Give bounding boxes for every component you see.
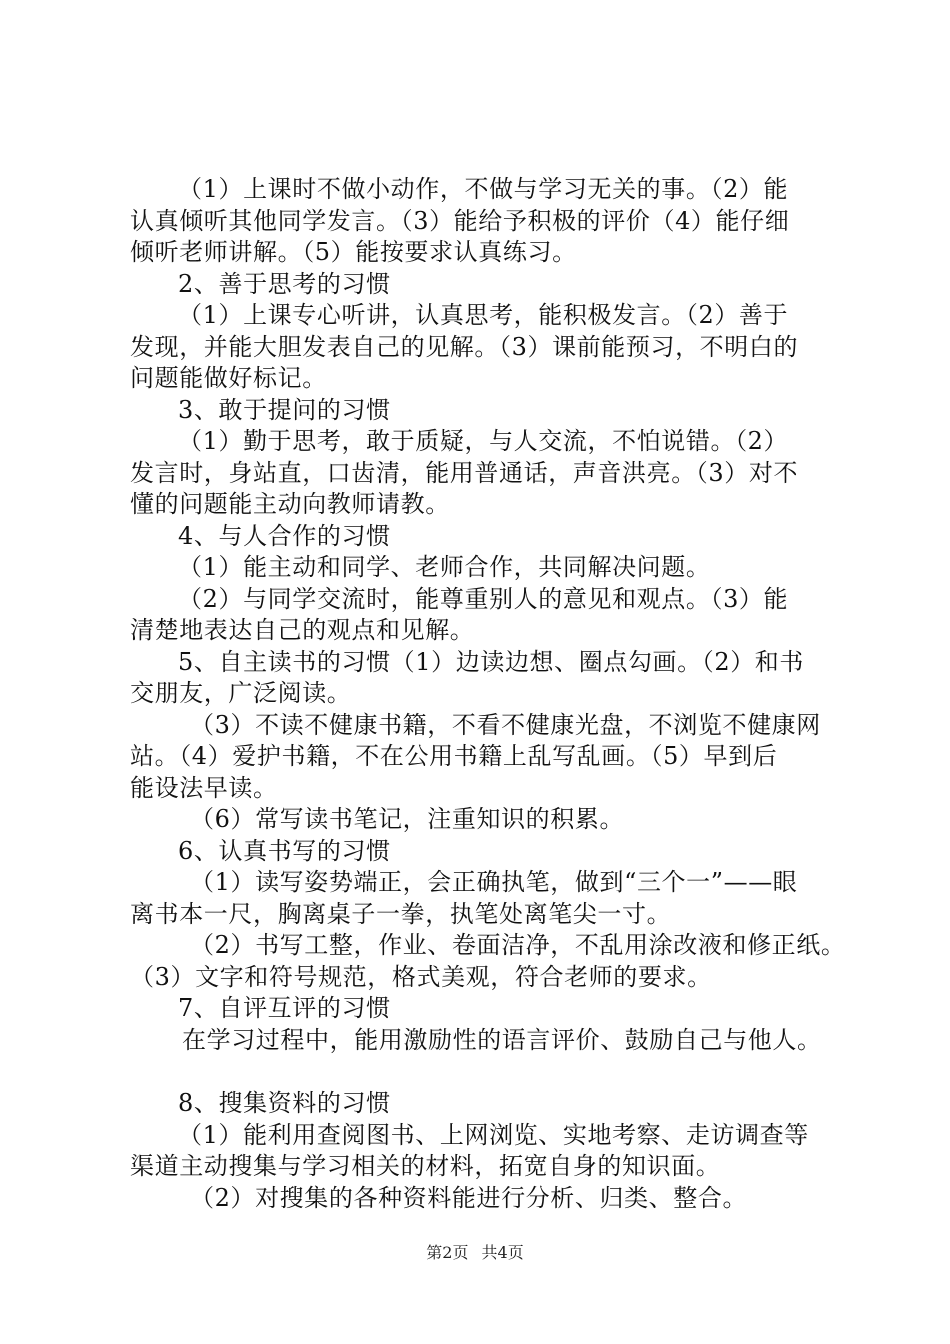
paragraph-line: （3）不读不健康书籍，不看不健康光盘，不浏览不健康网: [190, 710, 821, 739]
section-heading: 7、自评互评的习惯: [178, 994, 391, 1022]
paragraph-line: （2）书写工整，作业、卷面洁净，不乱用涂改液和修正纸。: [190, 931, 846, 959]
paragraph-line: （6）常写读书笔记，注重知识的积累。: [190, 805, 625, 833]
section-heading: 4、与人合作的习惯: [178, 521, 391, 550]
paragraph-line: 懂的问题能主动向教师请教。: [130, 490, 450, 518]
page-number: 第2页: [426, 1243, 469, 1262]
paragraph-line: （2）与同学交流时，能尊重别人的意见和观点。（3）能: [178, 584, 789, 613]
paragraph-line: （1）上课时不做小动作，不做与学习无关的事。（2）能: [178, 175, 789, 203]
paragraph-line: （1）读写姿势端正，会正确执笔，做到“三个一”——眼: [190, 868, 798, 896]
section-heading: 8、搜集资料的习惯: [178, 1089, 391, 1117]
paragraph-line: 交朋友，广泛阅读。: [130, 679, 352, 707]
document-body: [130, 174, 846, 1214]
section-heading: 6、认真书写的习惯: [178, 836, 391, 865]
paragraph-line: 倾听老师讲解。（5）能按要求认真练习。: [130, 238, 577, 266]
paragraph-line: （1）勤于思考，敢于质疑，与人交流，不怕说错。（2）: [178, 427, 789, 455]
paragraph-line: 清楚地表达自己的观点和见解。: [130, 616, 475, 644]
paragraph-line: 能设法早读。: [130, 773, 278, 802]
section-heading: 2、善于思考的习惯: [178, 269, 391, 298]
paragraph-line: （2）对搜集的各种资料能进行分析、归类、整合。: [190, 1183, 748, 1212]
section-heading: 5、自主读书的习惯（1）边读边想、圈点勾画。（2）和书: [178, 647, 805, 676]
paragraph-line: 在学习过程中，能用激励性的语言评价、鼓励自己与他人。: [182, 1025, 822, 1054]
section-heading: 3、敢于提问的习惯: [178, 395, 391, 424]
page-footer: [0, 1243, 950, 1263]
paragraph-line: （1）能主动和同学、老师合作，共同解决问题。: [178, 553, 711, 581]
paragraph-line: 站。（4）爱护书籍，不在公用书籍上乱写乱画。（5）早到后: [130, 742, 778, 770]
paragraph-line: 离书本一尺，胸离桌子一拳，执笔处离笔尖一寸。: [130, 899, 672, 928]
paragraph-line: 认真倾听其他同学发言。（3）能给予积极的评价（4）能仔细: [130, 206, 790, 235]
paragraph-line: 发言时，身站直，口齿清，能用普通话，声音洪亮。（3）对不: [130, 458, 799, 487]
paragraph-line: 渠道主动搜集与学习相关的材料，拓宽自身的知识面。: [130, 1152, 721, 1180]
paragraph-line: （1）能利用查阅图书、上网浏览、实地考察、走访调查等: [178, 1120, 809, 1149]
paragraph-line: 问题能做好标记。: [130, 364, 327, 392]
page-total: 共4页: [481, 1243, 524, 1262]
paragraph-line: （3）文字和符号规范，格式美观，符合老师的要求。: [130, 962, 712, 991]
paragraph-line: （1）上课专心听讲，认真思考，能积极发言。（2）善于: [178, 301, 789, 329]
blank-line: [130, 1056, 840, 1088]
paragraph-line: 发现，并能大胆发表自己的见解。（3）课前能预习，不明白的: [130, 332, 799, 361]
